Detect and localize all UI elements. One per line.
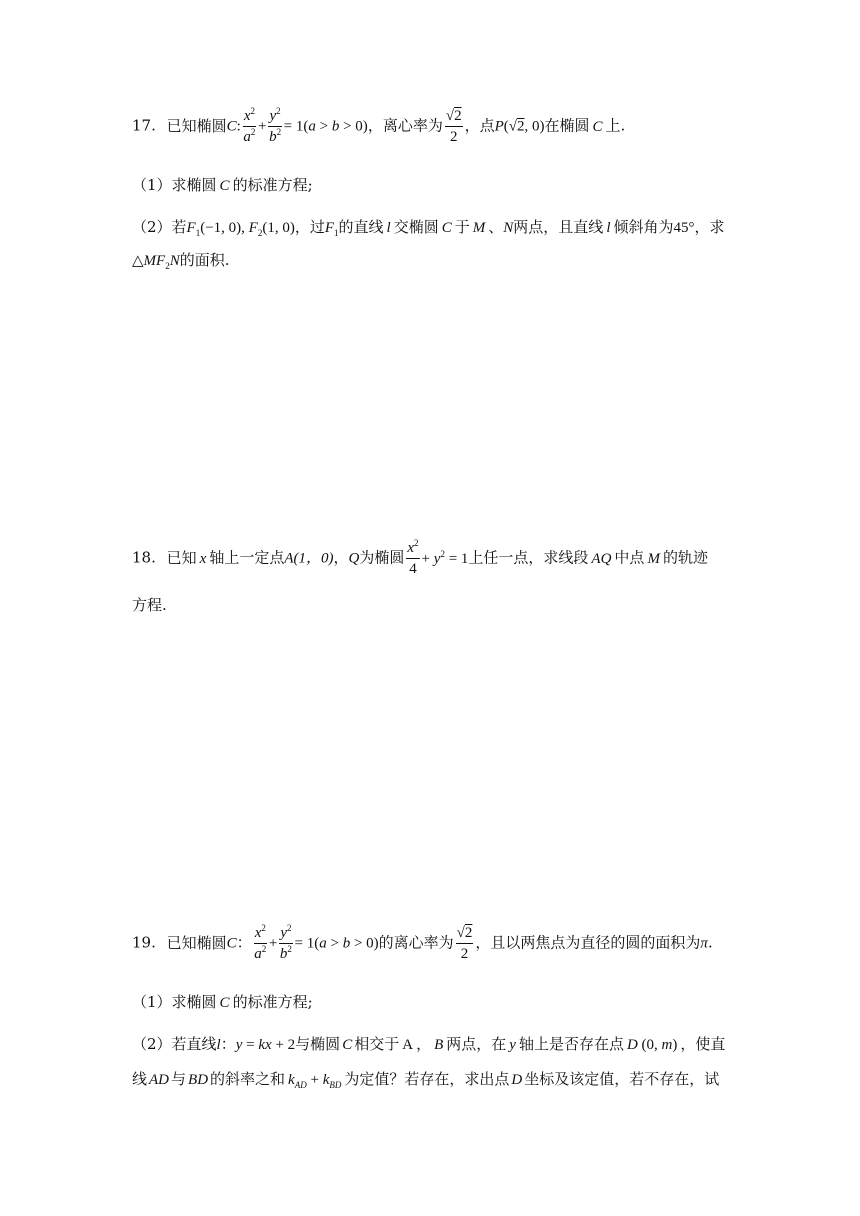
problem-17-stem: 17. 已知椭圆C: $\frac{x^2}{a^2}$ + $\frac{y^2}{b^2}$ = 1(a > b > 0)，离心率为 $\frac{√2}{2}$ ，点P(√2, 0)在椭圆 C 上. (132, 106, 626, 145)
problem-17-number: 17. (132, 116, 156, 135)
problem-17-sub1: （1）求椭圆 C 的标准方程; (132, 176, 313, 194)
problem-19-sub2: （2）若直线l：y = kx + 2与椭圆 C 相交于 A ， B 两点，在 y 轴上是否存在点 D (0, m) ，使直 (132, 1035, 726, 1053)
fraction: $\frac{x^2}{a^2}$ (243, 106, 256, 145)
fraction: $\frac{√2}{2}$ (456, 925, 473, 962)
fraction: $\frac{x^2}{4}$ (407, 538, 419, 577)
problem-19-stem: 19. 已知椭圆C： $\frac{x^2}{a^2}$ + $\frac{y^2}{b^2}$ = 1(a > b > 0)的离心率为 $\frac{√2}{2}$ ，且以两焦点为直径的圆的面积为π. (132, 923, 713, 962)
fraction: $\frac{y^2}{b^2}$ (269, 106, 282, 145)
problem-17-sub2: （2）若$F_1(-1$, 0), $F_2(1$, 0)，过$F_1$的直线 l 交椭圆 C 于 M 、N两点，且直线 l 倾斜角为45°，求 (132, 218, 725, 238)
problem-19-sub1: （1）求椭圆 C 的标准方程; (132, 993, 313, 1011)
problem-19-number: 19. (132, 933, 156, 952)
problem-18-stem: 18. 已知 x 轴上一定点A(1，0)，Q为椭圆 $\frac{x^2}{4}$ + $y^2 = 1$上任一点，求线段 AQ 中点 M 的轨迹 (132, 538, 708, 577)
problem-18-number: 18. (132, 548, 156, 567)
fraction: $\frac{x^2}{a^2}$ (254, 923, 267, 962)
problem-18-stem-line2: 方程. (132, 596, 167, 614)
fraction: $\frac{y^2}{b^2}$ (279, 923, 292, 962)
problem-17-sub2-line2: $\triangle MF_2N$的面积. (132, 251, 230, 271)
problem-19-sub2-line2: 线 AD 与 BD 的斜率之和 $k_{AD} + k_{BD}$ 为定值？若存在，求出点 D 坐标及该定值，若不存在，试 (132, 1070, 720, 1090)
fraction: $\frac{√2}{2}$ (445, 108, 462, 145)
